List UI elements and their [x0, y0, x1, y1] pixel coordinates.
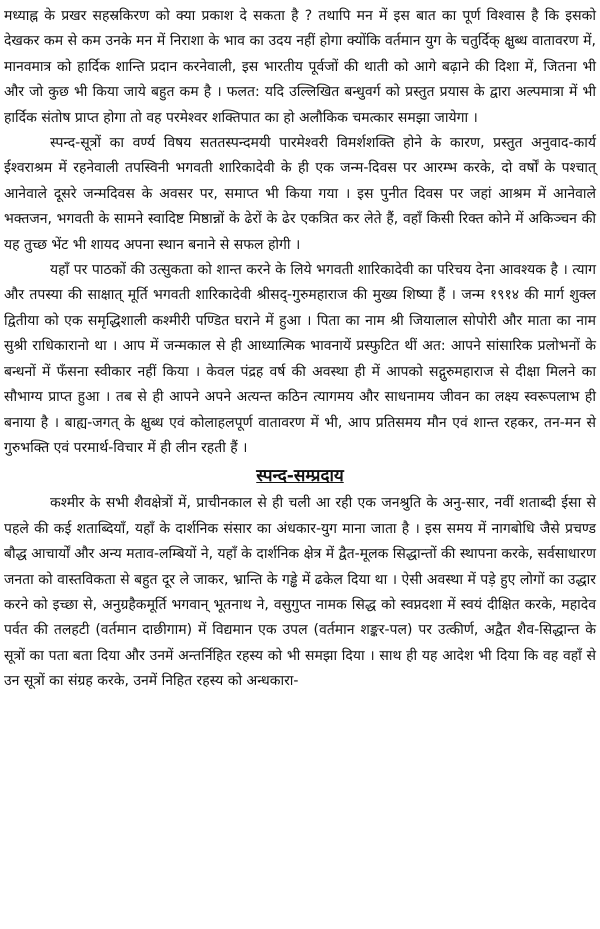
section-heading-spanda-sampradaya: स्पन्द-सम्प्रदाय [256, 466, 344, 487]
paragraph-spanda-sutra-dedication: स्पन्द-सूत्रों का वर्ण्य विषय सततस्पन्दमयी पारमेश्वरी विमर्शशक्ति होने के कारण, प्रस्तुत अनुवाद-कार्य ईश्वराश्रम में रहनेवाली तपस्विनी भगवती शारिकादेवी के ही एक जन्म-दिवस पर आरम्भ करके, दो वर्षों के पश्चात् आनेवाले दूसरे जन्मदिवस के अवसर पर, समाप्त भी किया गया । इस पुनीत दिवस पर जहां आश्रम में आनेवाले भक्तजन, भगवती के सामने स्वादिष्ट मिष्ठान्नों के ढेरों के ढेर एकत्रित कर लेते हैं, वहाँ किसी रिक्त कोने में अकिञ्चन की यह तुच्छ भेंट भी शायद अपना स्थान बनाने से सफल होगी । [4, 135, 596, 253]
paragraph-intro-conclusion: मध्याह्न के प्रखर सहस्रकिरण को क्या प्रकाश दे सकता है ? तथापि मन में इस बात का पूर्ण विश्वास है कि इसको देखकर कम से कम उनके मन में निराशा के भाव का उदय नहीं होगा क्योंकि वर्तमान युग के चतुर्दिक् क्षुब्ध वातावरण में, मानवमात्र को हार्दिक शान्ति प्रदान करनेवाली, इस भारतीय पूर्वजों की थाती को आगे बढ़ाने की दिशा में, जितना भी और जो कुछ भी किया जाये बहुत कम है । फलत: यदि उल्लिखित बन्धुवर्ग को प्रस्तुत प्रयास के द्वारा अल्पमात्रा में भी हार्दिक संतोष प्राप्त होगा तो वह परमेश्वर शक्तिपात का हो अलौकिक चमत्कार समझा जायेगा । [4, 8, 596, 126]
paragraph-kashmir-history: कश्मीर के सभी शैवक्षेत्रों में, प्राचीनकाल से ही चली आ रही एक जनश्रुति के अनु-सार, नवीं शताब्दी ईसा से पहले की कई शताब्दियाँ, यहाँ के दार्शनिक संसार का अंधकार-युग माना जाता है । इस समय में नागबोधि जैसे प्रचण्ड बौद्ध आचार्यों और अन्य मताव-लम्बियों ने, यहाँ के दार्शनिक क्षेत्र में द्वैत-मूलक सिद्धान्तों की स्थापना करके, सर्वसाधारण जनता को वास्तविकता से बहुत दूर ले जाकर, भ्रान्ति के गड्ढे में ढकेल दिया था । ऐसी अवस्था में पड़े हुए लोगों का उद्धार करने को इच्छा से, अनुग्रहैकमूर्ति भगवान् भूतनाथ ने, वसुगुप्त नामक सिद्ध को स्वप्नदशा में स्वयं दीक्षित करके, महादेव पर्वत की तलहटी (वर्तमान दाछीगाम) में विद्यमान एक उपल (वर्तमान शङ्कर-पल) पर उत्कीर्ण, अद्वैत शैव-सिद्धान्त के सूत्रों का पता बता दिया और उनमें अन्तर्निहित रहस्य को भी समझा दिया । साथ ही यह आदेश भी दिया कि वह वहाँ से उन सूत्रों का संग्रह करके, उनमें निहित रहस्य को अन्धकारा- [4, 495, 596, 690]
paragraph-sharika-devi-introduction: यहाँ पर पाठकों की उत्सुकता को शान्त करने के लिये भगवती शारिकादेवी का परिचय देना आवश्यक है । त्याग और तपस्या की साक्षात् मूर्ति भगवती शारिकादेवी श्रीसद्-गुरुमहाराज की मुख्य शिष्या हैं । जन्म १९१४ की मार्ग शुक्ल द्वितीया को एक समृद्धिशाली कश्मीरी पण्डित घराने में हुआ । पिता का नाम श्री जियालाल सोपोरी और माता का नाम सुश्री राधिकारानो था । आप में जन्मकाल से ही आध्यात्मिक भावनायें प्रस्फुटित थीं अत: आपने सांसारिक प्रलोभनों के बन्धनों में फँसना स्वीकार नहीं किया । केवल पंद्रह वर्ष की अवस्था ही में आपको सद्गुरुमहाराज से दीक्षा मिलने का सौभाग्य प्राप्त हुआ । तब से ही आपने अपने अत्यन्त कठिन त्यागमय और साधनामय जीवन का लक्ष्य स्वरूपलाभ ही बनाया है । बाह्य-जगत् के क्षुब्ध एवं कोलाहलपूर्ण वातावरण में भी, आप प्रतिसमय मौन एवं शान्त रहकर, तन-मन से गुरुभक्ति एवं परमार्थ-विचार में ही लीन रहती हैं । [4, 262, 596, 456]
